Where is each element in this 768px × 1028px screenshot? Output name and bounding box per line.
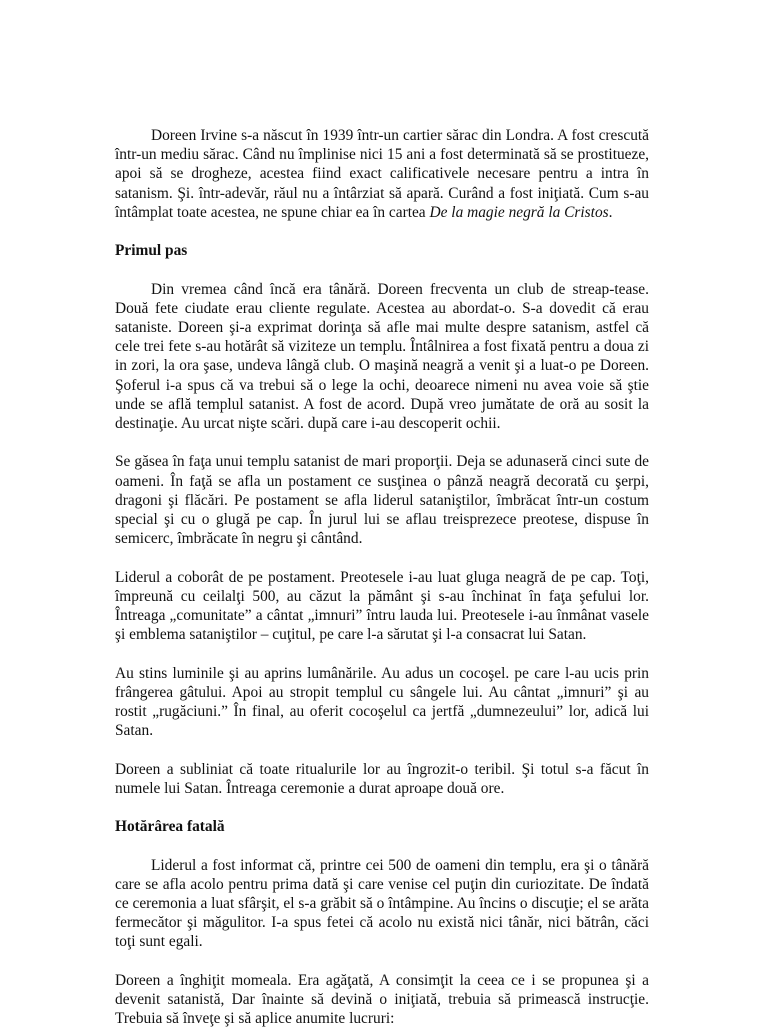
- paragraph-intro-end: .: [608, 203, 613, 221]
- book-title: De la magie negră la Cristos: [429, 203, 609, 221]
- paragraph-ritual: Au stins luminile şi au aprins lumânările. Au adus un cocoşel. pe care l-au ucis prin frângerea gâtului. Apoi au stropit templul cu sângele lui. Au cântat „imnuri” şi au rostit „rugăciuni.” În final, au oferit cocoşelul ca jertfă „dumnezeului” lor, adică lui Satan.: [115, 664, 649, 740]
- section-heading-primul-pas: Primul pas: [115, 242, 188, 260]
- spacer: [115, 740, 649, 759]
- spacer: [115, 952, 649, 971]
- section-heading-hotararea-fatala: Hotărârea fatală: [115, 818, 225, 836]
- paragraph-leader: Liderul a coborât de pe postament. Preotesele i-au luat gluga neagră de pe cap. Toţi, împreună cu ceilalţi 500, au căzut la pământ şi s-au închinat în faţa şefului lor. Întreaga „comunitate” a cântat „imnuri” întru lauda lui. Preotesele i-au înmânat vasele şi emblema sataniştilor – cuţitul, pe care l-a sărutat şi l-a consacrat lui Satan.: [115, 568, 649, 644]
- spacer: [115, 433, 649, 452]
- spacer: [115, 260, 649, 279]
- paragraph-initiation: Doreen a înghiţit momeala. Era agăţată, A consimţit la ceea ce i se propunea şi a devenit satanistă, Dar înainte să devină o iniţiată, trebuia să primească instrucţie. Trebuia să înveţe şi să aplice anumite lucruri:: [115, 971, 649, 1028]
- paragraph-temple: Se găsea în faţa unui templu satanist de mari proporţii. Deja se adunaseră cinci sute de oameni. În faţă se afla un postament ce susţinea o pânză neagră decorată cu şerpi, dragoni şi flăcări. Pe postament se afla liderul sataniştilor, îmbrăcat într-un costum special şi cu o glugă pe cap. În jurul lui se aflau treisprezece preotese, dispuse în semicerc, îmbrăcate în negru şi cântând.: [115, 453, 649, 548]
- spacer: [115, 548, 649, 567]
- paragraph-intro: [115, 126, 649, 222]
- spacer: [115, 644, 649, 663]
- paragraph-intro-text: Doreen Irvine s-a născut în 1939 într-un cartier sărac din Londra. A fost crescută într-un mediu sărac. Când nu împlinise nici 15 ani a fost determinată să se prostitueze, apoi să se drogheze, acestea fiind exact calificativele necesare pentru a intra în satanism. Şi. într-adevăr, răul nu a întârziat să apară. Curând a fost iniţiată. Cum s-au întâmplat toate acestea, ne spune chiar ea în cartea: [115, 127, 649, 221]
- paragraph-first-visit: Din vremea când încă era tânără. Doreen frecventa un club de streap-tease. Două fete ciudate erau cliente regulate. Acestea au abordat-o. S-a dovedit că erau sataniste. Doreen şi-a exprimat dorinţa să afle mai multe despre satanism, astfel că cele trei fete s-au hotărât să viziteze un templu. Întâlnirea a fost fixată pentru a doua zi in zori, la ora şase, undeva lângă club. O maşină neagră a venit şi a luat-o pe Doreen. Şoferul i-a spus că va trebui să o lege la ochi, deoarece nimeni nu avea voie să ştie unde se află templul satanist. A fost de acord. După vreo jumătate de oră au sosit la destinaţie. Au urcat nişte scări. după care i-au descoperit ochii.: [115, 280, 649, 433]
- spacer: [115, 222, 649, 241]
- paragraph-approach: Liderul a fost informat că, printre cei 500 de oameni din templu, era şi o tânără care se afla acolo pentru prima dată şi care venise cel puţin din curiozitate. De îndată ce ceremonia a luat sfârşit, el s-a grăbit să o întâmpine. Au încins o discuţie; el se arăta fermecător şi măgulitor. I-a spus fetei că acolo nu există nici tânăr, nici bătrân, căci toţi sunt egali.: [115, 856, 649, 951]
- spacer: [115, 836, 649, 855]
- paragraph-ceremony: Doreen a subliniat că toate ritualurile lor au îngrozit-o teribil. Şi totul s-a făcut în numele lui Satan. Întreaga ceremonie a durat aproape două ore.: [115, 760, 649, 797]
- spacer: [115, 798, 649, 817]
